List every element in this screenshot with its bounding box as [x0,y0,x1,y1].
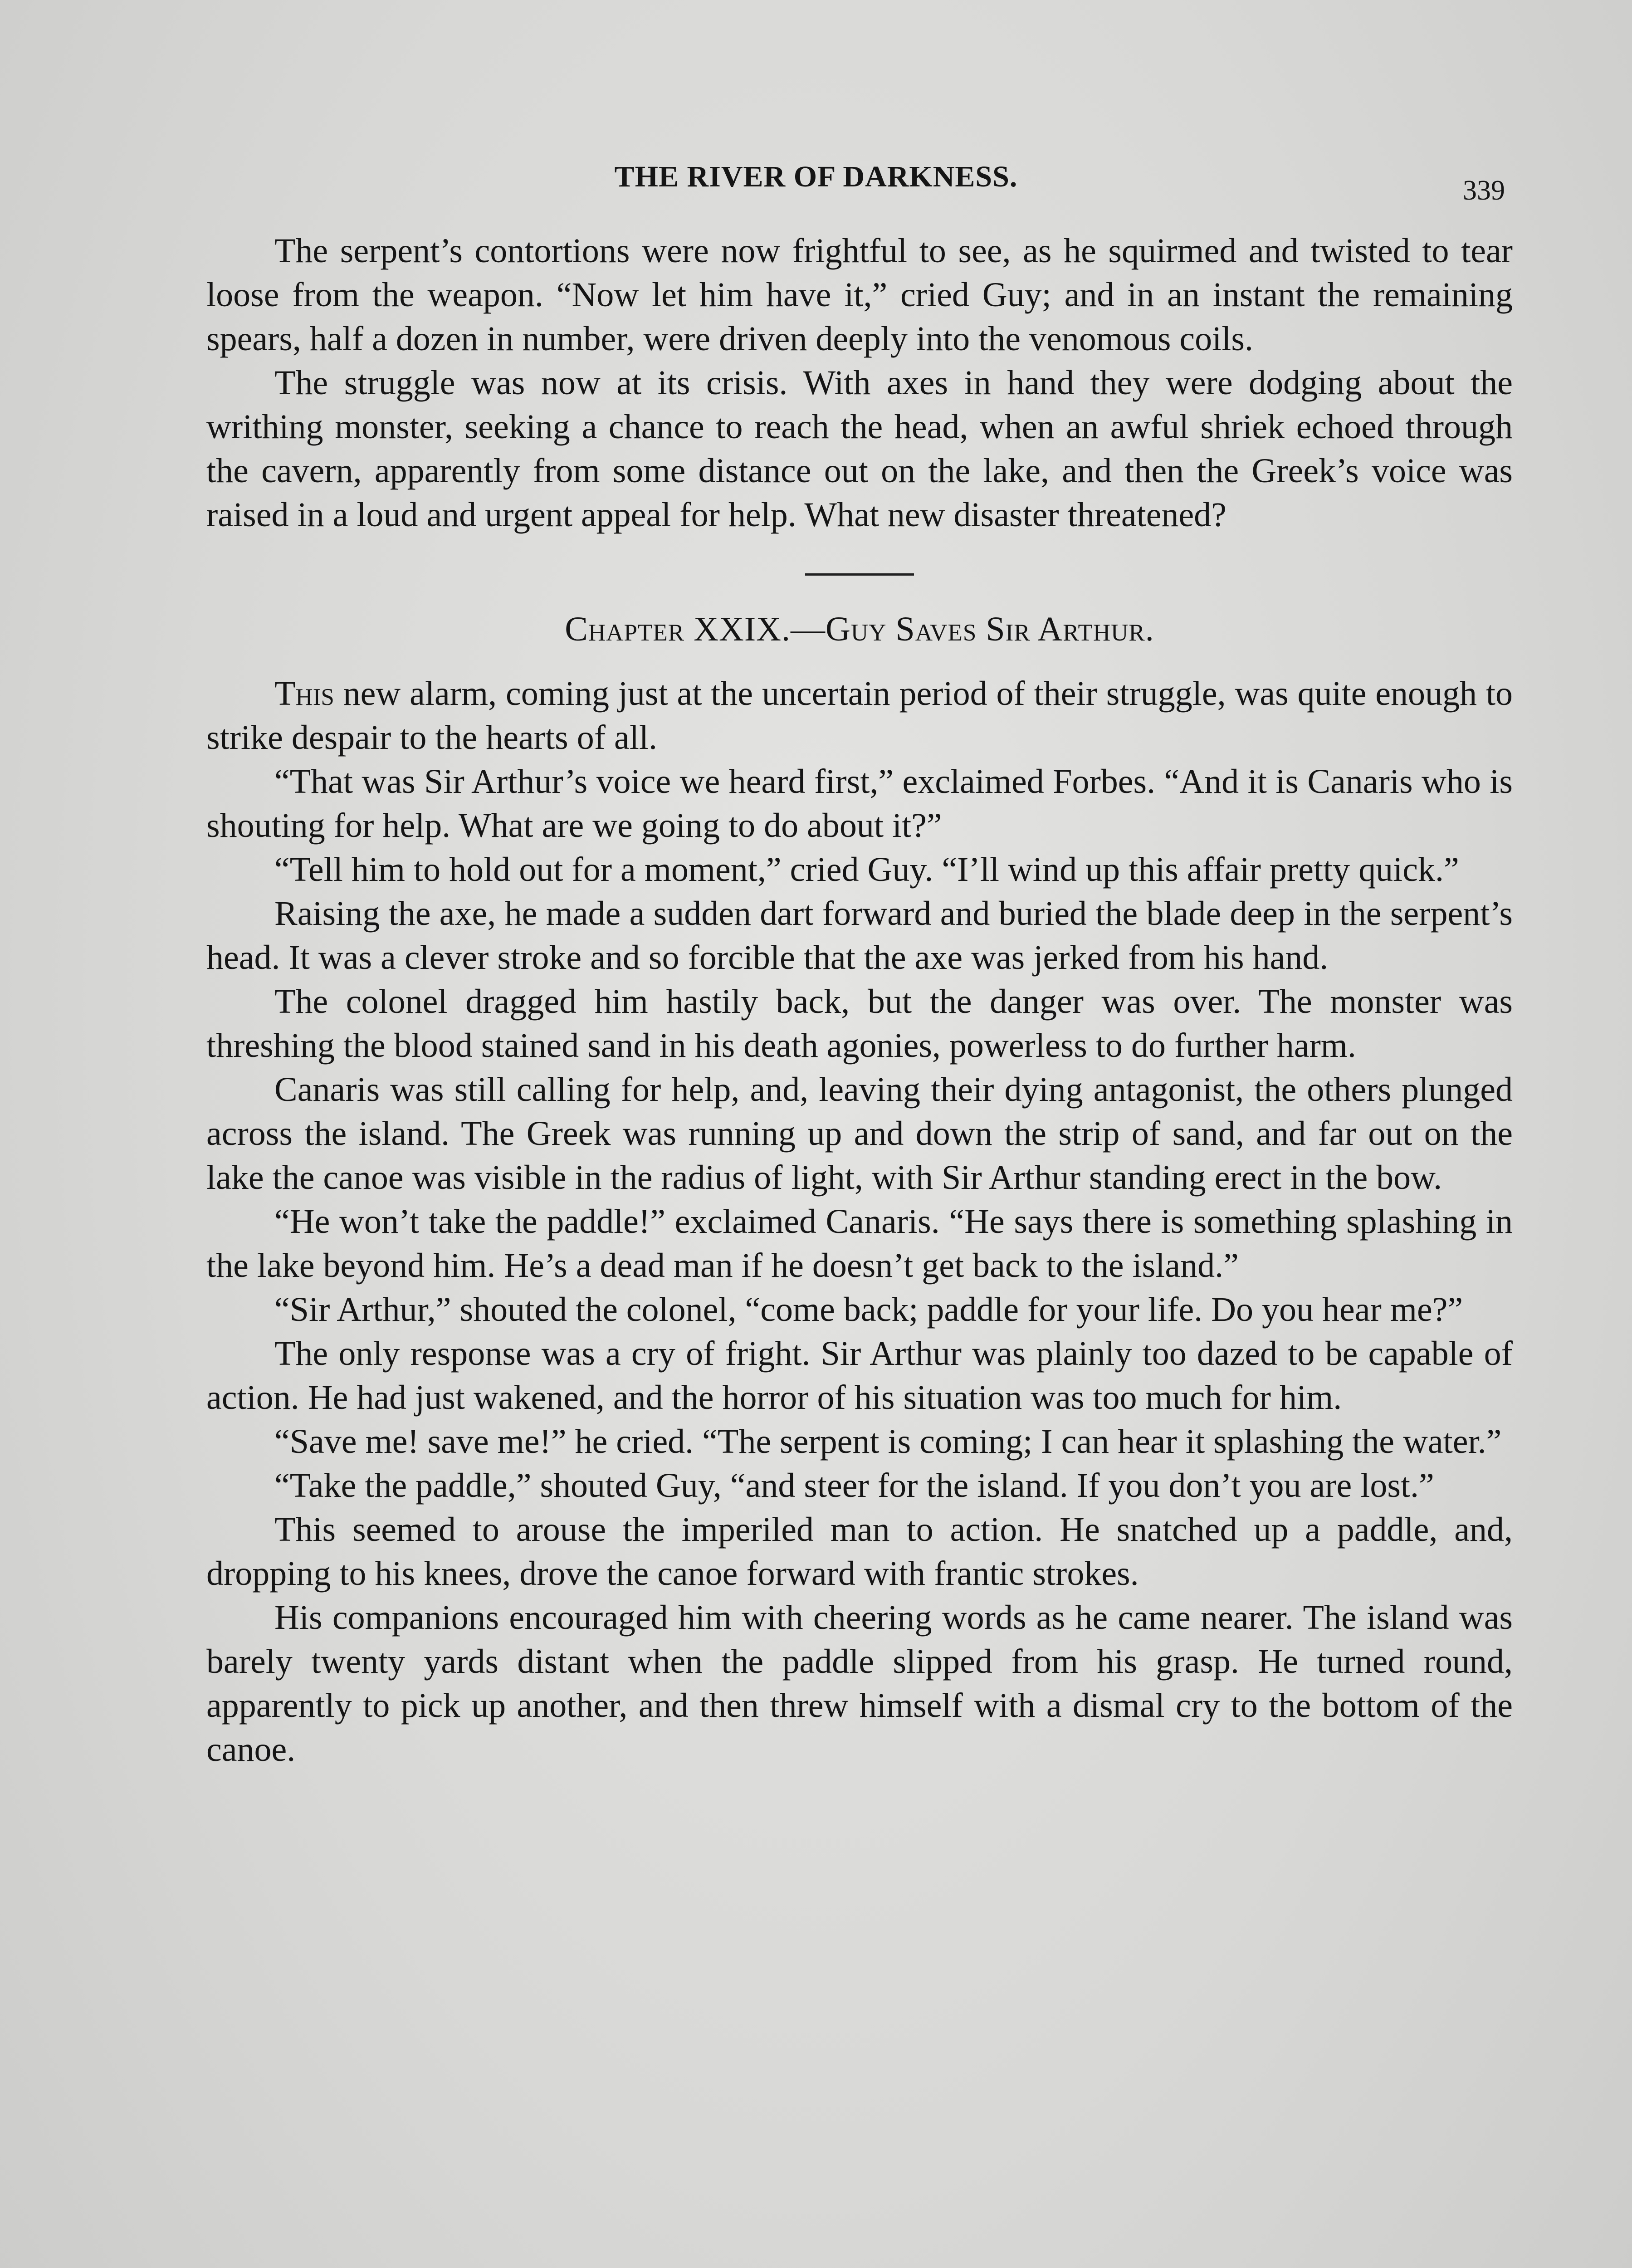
paragraph: Raising the axe, he made a sudden dart forward and buried the blade deep in the serpent’s head. It was a clever stroke and so forcible that the axe was jerked from his hand. [206,894,1513,977]
chapter-first-word: This [274,675,334,713]
paragraph: “He won’t take the paddle!” exclaimed Canaris. “He says there is something splashing in the lake beyond him. He’s a dead man if he doesn’t get back to the island.” [206,1202,1513,1285]
running-title: THE RIVER OF DARKNESS. [614,160,1018,193]
chapter-heading: Chapter XXIX.—Guy Saves Sir Arthur. [565,610,1154,648]
paragraph: “Save me! save me!” he cried. “The serpent is coming; I can hear it splashing the water.” [274,1422,1502,1461]
paragraph: Canaris was still calling for help, and, leaving their dying antagonist, the others plunged across the island. The Greek was running up and down the strip of sand, and far out on the lake the canoe was visible in the radius of light, with Sir Arthur standing erect in the bow. [206,1070,1513,1197]
paragraph: “That was Sir Arthur’s voice we heard first,” exclaimed Forbes. “And it is Canaris who is shouting for help. What are we going to do about it?” [206,763,1513,845]
chapter-first-paragraph [206,672,1513,760]
paragraph: The only response was a cry of fright. Sir Arthur was plainly too dazed to be capable of action. He had just wakened, and the horror of his situation was too much for him. [206,1334,1513,1417]
paragraph: His companions encouraged him with cheering words as he came nearer. The island was barely twenty yards distant when the paddle slipped from his grasp. He turned round, apparently to pick up another, and then threw himself with a dismal cry to the bottom of the canoe. [206,1598,1513,1769]
paragraph: This seemed to arouse the imperiled man to action. He snatched up a paddle, and, dropping to his knees, drove the canoe forward with frantic strokes. [206,1510,1513,1593]
section-divider [805,573,914,576]
paragraph: “Tell him to hold out for a moment,” cried Guy. “I’ll wind up this affair pretty quick.” [274,850,1459,889]
paragraph: The colonel dragged him hastily back, but the danger was over. The monster was threshing the blood stained sand in his death agonies, powerless to do further harm. [206,982,1513,1065]
paragraph: “Sir Arthur,” shouted the colonel, “come back; paddle for your life. Do you hear me?” [274,1290,1463,1329]
paragraph: “Take the paddle,” shouted Guy, “and steer for the island. If you don’t you are lost.” [274,1466,1434,1505]
chapter-first-paragraph-text: new alarm, coming just at the uncertain period of their struggle, was quite enough to strike despair to the hearts of all. [206,675,1513,757]
page-number: 339 [1463,175,1505,206]
body-text [206,229,1513,1772]
paragraph: The struggle was now at its crisis. With axes in hand they were dodging about the writhing monster, seeking a chance to reach the head, when an awful shriek echoed through the cavern, apparently from some distance out on the lake, and then the Greek’s voice was raised in a loud and urgent appeal for help. What new disaster threatened? [206,364,1513,534]
paragraph: The serpent’s contortions were now frightful to see, as he squirmed and twisted to tear loose from the weapon. “Now let him have it,” cried Guy; and in an instant the remaining spears, half a dozen in number, were driven deeply into the venomous coils. [206,232,1513,358]
